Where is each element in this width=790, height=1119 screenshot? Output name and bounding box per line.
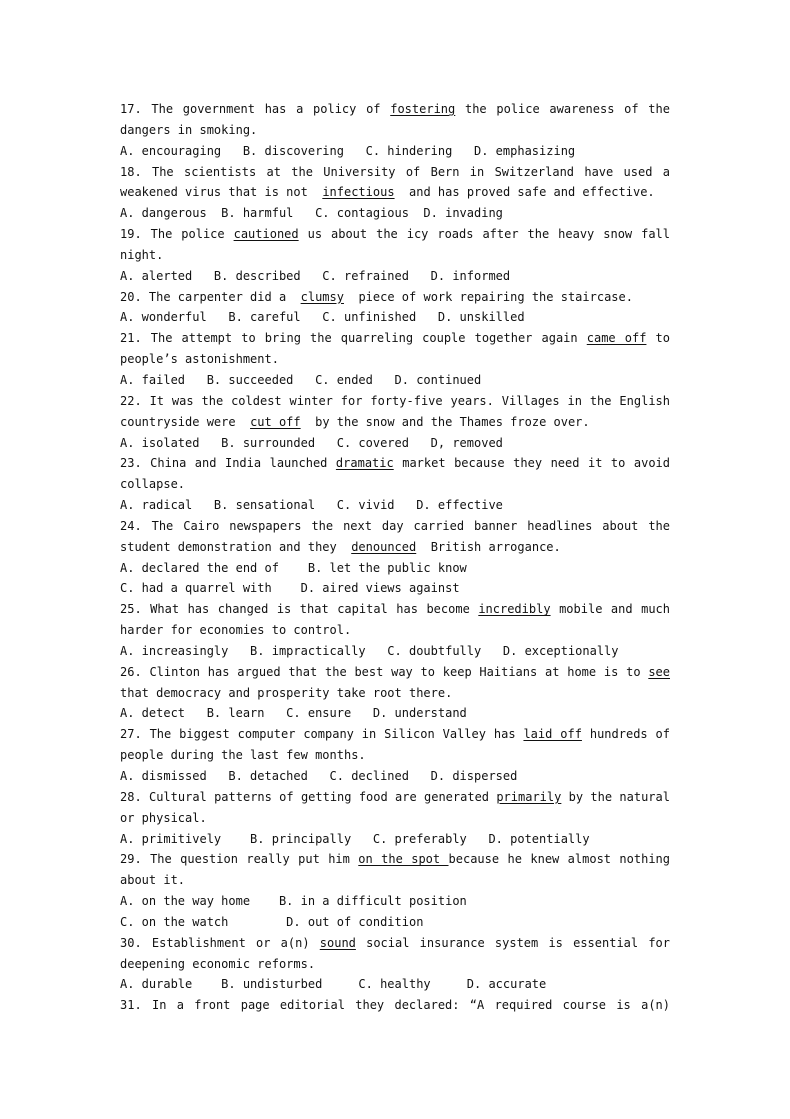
question-stem-line: [120, 849, 670, 870]
stem-text: that democracy and prosperity take root there.: [120, 685, 453, 700]
stem-text: the police awareness of the: [464, 102, 670, 116]
stem-text: 27. The biggest computer company in Silicon Valley has: [120, 727, 524, 742]
question-block: [120, 933, 670, 996]
question-stem-line: [120, 516, 670, 537]
underlined-target-word: cautioned: [233, 227, 299, 242]
underlined-target-word: denounced: [351, 539, 417, 554]
underlined-target-word: infectious: [322, 185, 395, 200]
underlined-target-word: sound: [319, 935, 356, 950]
stem-text: by the natural: [568, 789, 670, 804]
underlined-target-word: on the spot: [358, 852, 449, 867]
question-block: [120, 995, 670, 1016]
question-stem-line: [120, 954, 670, 975]
stem-text: weakened virus that is not: [120, 185, 316, 200]
stem-text: 18. The scientists at the University of Bern in Switzerland have used a: [120, 164, 670, 179]
question-stem-line: [120, 537, 670, 558]
question-stem-line: [120, 599, 670, 620]
question-stem-line: [120, 412, 670, 433]
question-block: [120, 849, 670, 932]
question-stem-line: [120, 120, 670, 141]
question-stem-line: [120, 933, 670, 954]
question-stem-line: [120, 328, 670, 349]
question-block: [120, 328, 670, 391]
answer-options: A. durable B. undisturbed C. healthy D. accurate: [120, 977, 547, 992]
stem-text: hundreds of: [589, 727, 670, 742]
question-stem-line: [120, 620, 670, 641]
question-block: [120, 787, 670, 850]
question-stem-line: [120, 870, 670, 891]
question-stem-line: [120, 787, 670, 808]
question-stem-line: [120, 683, 670, 704]
stem-text: piece of work repairing the staircase.: [351, 289, 633, 304]
stem-text: 19. The police: [120, 227, 234, 242]
stem-text: 20. The carpenter did a: [120, 289, 294, 304]
question-stem-line: [120, 808, 670, 829]
answer-options: A. detect B. learn C. ensure D. understand: [120, 706, 467, 721]
question-block: [120, 662, 670, 725]
stem-text: 31. In a front page editorial they declared: “A required course is a(n): [120, 998, 670, 1013]
question-block: [120, 99, 670, 162]
stem-text: us about the icy roads after the heavy snow fall: [307, 227, 670, 242]
stem-text: about it.: [120, 873, 186, 888]
underlined-target-word: primarily: [496, 789, 562, 804]
question-stem-line: [120, 245, 670, 266]
stem-text: 29. The question really put him: [120, 852, 359, 867]
underlined-target-word: incredibly: [478, 602, 551, 617]
stem-text: social insurance system is essential for: [366, 935, 670, 950]
answer-options: A. primitively B. principally C. preferably D. potentially: [120, 831, 590, 846]
question-stem-line: [120, 453, 670, 474]
stem-text: harder for economies to control.: [120, 623, 352, 638]
answer-options: C. had a quarrel with D. aired views against: [120, 581, 460, 596]
underlined-target-word: laid off: [523, 727, 582, 742]
answer-options: A. encouraging B. discovering C. hindering D. emphasizing: [120, 143, 576, 158]
answer-options: A. wonderful B. careful C. unfinished D. unskilled: [120, 310, 525, 325]
stem-text: British arrogance.: [423, 539, 561, 554]
question-stem-line: [120, 349, 670, 370]
answer-options: A. dangerous B. harmful C. contagious D. invading: [120, 206, 503, 221]
stem-text: 23. China and India launched: [120, 456, 336, 471]
question-stem-line: [120, 391, 670, 412]
stem-text: people during the last few months.: [120, 748, 366, 763]
question-stem-line: [120, 182, 670, 203]
underlined-target-word: fostering: [390, 102, 456, 116]
answer-options: A. declared the end of B. let the public know: [120, 560, 467, 575]
stem-text: to: [655, 331, 670, 346]
answer-options: A. radical B. sensational C. vivid D. effective: [120, 498, 503, 513]
underlined-target-word: cut off: [250, 414, 301, 429]
stem-text: 26. Clinton has argued that the best way to keep Haitians at home is to: [120, 664, 649, 679]
stem-text: mobile and much: [559, 602, 670, 617]
question-block: [120, 287, 670, 329]
stem-text: by the snow and the Thames froze over.: [307, 414, 590, 429]
stem-text: dangers in smoking.: [120, 122, 258, 137]
stem-text: 24. The Cairo newspapers the next day carried banner headlines about the: [120, 518, 670, 533]
question-stem-line: [120, 474, 670, 495]
question-stem-line: [120, 162, 670, 183]
answer-options: C. on the watch D. out of condition: [120, 914, 424, 929]
stem-text: night.: [120, 247, 164, 262]
question-stem-line: [120, 99, 670, 120]
answer-options: A. on the way home B. in a difficult position: [120, 894, 467, 909]
answer-options: A. increasingly B. impractically C. doubtfully D. exceptionally: [120, 643, 619, 658]
stem-text: 28. Cultural patterns of getting food are generated: [120, 789, 497, 804]
underlined-target-word: see: [648, 664, 670, 679]
question-stem-line: [120, 995, 670, 1016]
underlined-target-word: came off: [586, 331, 647, 346]
stem-text: collapse.: [120, 477, 186, 492]
question-block: [120, 391, 670, 454]
stem-text: market because they need it to avoid: [402, 456, 670, 471]
question-block: [120, 724, 670, 787]
underlined-target-word: clumsy: [300, 289, 344, 304]
stem-text: 30. Establishment or a(n): [120, 935, 320, 950]
question-stem-line: [120, 224, 670, 245]
answer-options: A. isolated B. surrounded C. covered D, removed: [120, 435, 503, 450]
question-stem-line: [120, 662, 670, 683]
stem-text: or physical.: [120, 810, 207, 825]
stem-text: student demonstration and they: [120, 539, 344, 554]
answer-options: A. dismissed B. detached C. declined D. dispersed: [120, 769, 518, 783]
stem-text: 17. The government has a policy of: [120, 102, 391, 116]
question-block: [120, 453, 670, 516]
question-stem-line: [120, 745, 670, 766]
stem-text: countryside were: [120, 414, 243, 429]
question-stem-line: [120, 724, 670, 745]
question-block: [120, 599, 670, 662]
answer-options: A. failed B. succeeded C. ended D. continued: [120, 372, 482, 387]
question-page: [120, 99, 670, 1016]
stem-text: because he knew almost nothing: [448, 852, 670, 867]
question-block: [120, 224, 670, 287]
stem-text: deepening economic reforms.: [120, 956, 316, 971]
stem-text: and has proved safe and effective.: [401, 185, 655, 200]
stem-text: 21. The attempt to bring the quarreling couple together again: [120, 331, 587, 346]
stem-text: 22. It was the coldest winter for forty-five years. Villages in the English: [120, 393, 670, 408]
stem-text: 25. What has changed is that capital has become: [120, 602, 479, 617]
answer-options: A. alerted B. described C. refrained D. informed: [120, 268, 511, 283]
underlined-target-word: dramatic: [335, 456, 394, 471]
question-block: [120, 162, 670, 225]
question-stem-line: [120, 287, 670, 308]
question-block: [120, 516, 670, 599]
stem-text: people’s astonishment.: [120, 352, 279, 367]
